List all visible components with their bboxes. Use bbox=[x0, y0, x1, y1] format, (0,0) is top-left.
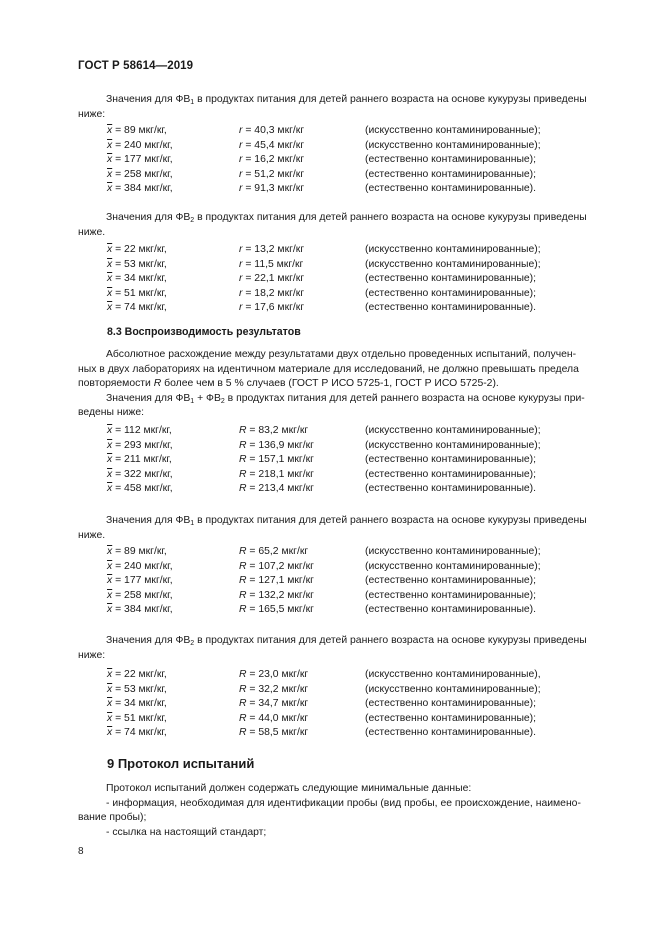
mean-value: $\overline{x} = 74$ мкг/кг, bbox=[107, 302, 167, 313]
text-fragment: в продуктах питания для детей раннего возраста на основе кукурузы приведены bbox=[194, 515, 587, 526]
limit-value: R = 132,2 мкг/кг bbox=[239, 589, 314, 601]
contamination-note: (естественно контаминированные). bbox=[365, 302, 537, 313]
mean-value: $\overline{x} = 384$ мкг/кг, bbox=[107, 604, 173, 615]
subscript: 1 bbox=[190, 520, 195, 527]
paragraph-line: ниже. bbox=[78, 226, 106, 238]
limit-value: R = 213,4 мкг/кг bbox=[239, 483, 314, 494]
limit-value: R = 83,2 мкг/кг bbox=[239, 425, 309, 436]
text-fragment: в продуктах питания для детей раннего возраста на основе кукурузы приведены bbox=[194, 212, 587, 223]
mean-value: $\overline{x} = 74$ мкг/кг, bbox=[107, 727, 167, 738]
paragraph-line: ведены ниже: bbox=[78, 407, 145, 419]
limit-value: r = 40,3 мкг/кг bbox=[239, 125, 305, 136]
symbol-R: R bbox=[153, 378, 162, 390]
mean-value: $\overline{x} = 89$ мкг/кг, bbox=[107, 125, 167, 136]
list-item: - ссылка на настоящий стандарт; bbox=[106, 826, 267, 838]
paragraph-fv2-reproducibility bbox=[78, 634, 616, 663]
limit-value: R = 136,9 мкг/кг bbox=[239, 439, 314, 451]
limit-value: R = 58,5 мкг/кг bbox=[239, 727, 309, 738]
paragraph-reproducibility bbox=[78, 348, 616, 421]
contamination-note: (естественно контаминированные); bbox=[365, 287, 537, 299]
text-fragment: Значения для ФВ bbox=[106, 392, 191, 404]
section-heading-8-3: 8.3 Воспроизводимость результатов bbox=[107, 326, 301, 338]
paragraph-line: вание пробы); bbox=[78, 812, 147, 824]
text-fragment: Значения для ФВ bbox=[106, 94, 191, 105]
paragraph-line bbox=[78, 514, 616, 529]
mean-value: $\overline{x} = 322$ мкг/кг, bbox=[107, 468, 173, 480]
contamination-note: (искусственно контаминированные); bbox=[365, 139, 541, 151]
mean-value: $\overline{x} = 89$ мкг/кг, bbox=[107, 546, 167, 557]
limit-value: r = 91,3 мкг/кг bbox=[239, 183, 305, 194]
paragraph-fv1-repeatability bbox=[78, 93, 616, 122]
paragraph-line bbox=[78, 93, 616, 108]
limit-value: r = 45,4 мкг/кг bbox=[239, 139, 305, 151]
contamination-note: (естественно контаминированные). bbox=[365, 727, 537, 738]
text-fragment: Значения для ФВ bbox=[106, 515, 191, 526]
paragraph-line bbox=[78, 377, 616, 392]
limit-value: R = 34,7 мкг/кг bbox=[239, 698, 309, 709]
section-heading-9: 9 Протокол испытаний bbox=[107, 756, 255, 771]
limit-value: R = 23,0 мкг/кг bbox=[239, 669, 309, 680]
text-fragment: + ФВ bbox=[194, 392, 221, 404]
limit-value: R = 157,1 мкг/кг bbox=[239, 454, 314, 465]
contamination-note: (естественно контаминированные); bbox=[365, 154, 537, 165]
contamination-note: (искусственно контаминированные); bbox=[365, 425, 541, 436]
mean-value: $\overline{x} = 240$ мкг/кг, bbox=[107, 560, 173, 572]
mean-value: $\overline{x} = 384$ мкг/кг, bbox=[107, 183, 173, 194]
contamination-note: (искусственно контаминированные); bbox=[365, 683, 541, 695]
text-fragment: Значения для ФВ bbox=[106, 635, 191, 646]
mean-value: $\overline{x} = 293$ мкг/кг, bbox=[107, 439, 173, 451]
paragraph-line bbox=[78, 392, 616, 407]
contamination-note: (искусственно контаминированные); bbox=[365, 125, 541, 136]
text-fragment: в продуктах питания для детей раннего возраста на основе кукурузы при- bbox=[224, 392, 585, 404]
contamination-note: (искусственно контаминированные); bbox=[365, 439, 541, 451]
mean-value: $\overline{x} = 34$ мкг/кг, bbox=[107, 698, 167, 709]
contamination-note: (естественно контаминированные); bbox=[365, 168, 537, 180]
paragraph-line: Протокол испытаний должен содержать следующие минимальные данные: bbox=[106, 783, 472, 794]
limit-value: R = 218,1 мкг/кг bbox=[239, 468, 314, 480]
paragraph-protocol bbox=[78, 782, 616, 840]
contamination-note: (естественно контаминированные); bbox=[365, 273, 537, 284]
subscript: 2 bbox=[190, 640, 195, 647]
mean-value: $\overline{x} = 22$ мкг/кг, bbox=[107, 244, 167, 255]
paragraph-line: ных в двух лабораториях на идентичном материале для исследований, не должно превышать предела bbox=[78, 363, 579, 375]
mean-value: $\overline{x} = 458$ мкг/кг, bbox=[107, 483, 173, 494]
contamination-note: (естественно контаминированные); bbox=[365, 454, 537, 465]
contamination-note: (естественно контаминированные). bbox=[365, 604, 537, 615]
text-fragment: в продуктах питания для детей раннего возраста на основе кукурузы приведены bbox=[194, 635, 587, 646]
limit-value: R = 127,1 мкг/кг bbox=[239, 575, 314, 586]
mean-value: $\overline{x} = 53$ мкг/кг, bbox=[107, 258, 167, 270]
contamination-note: (искусственно контаминированные); bbox=[365, 546, 541, 557]
mean-value: $\overline{x} = 211$ мкг/кг, bbox=[107, 454, 172, 465]
limit-value: r = 18,2 мкг/кг bbox=[239, 287, 305, 299]
paragraph-fv1-reproducibility bbox=[78, 514, 616, 543]
contamination-note: (искусственно контаминированные), bbox=[365, 669, 541, 680]
mean-value: $\overline{x} = 240$ мкг/кг, bbox=[107, 139, 173, 151]
subscript: 1 bbox=[190, 99, 195, 106]
mean-value: $\overline{x} = 22$ мкг/кг, bbox=[107, 669, 167, 680]
mean-value: $\overline{x} = 258$ мкг/кг, bbox=[107, 168, 173, 180]
paragraph-fv2-repeatability bbox=[78, 211, 616, 240]
mean-value: $\overline{x} = 51$ мкг/кг, bbox=[107, 712, 167, 724]
subscript: 2 bbox=[190, 217, 195, 224]
mean-value: $\overline{x} = 177$ мкг/кг, bbox=[107, 154, 173, 165]
text-fragment: повторяемости bbox=[78, 378, 154, 390]
contamination-note: (искусственно контаминированные); bbox=[365, 560, 541, 572]
paragraph-line bbox=[78, 211, 616, 226]
limit-value: r = 11,5 мкг/кг bbox=[239, 258, 304, 270]
limit-value: R = 65,2 мкг/кг bbox=[239, 546, 309, 557]
mean-value: $\overline{x} = 53$ мкг/кг, bbox=[107, 683, 167, 695]
limit-value: R = 32,2 мкг/кг bbox=[239, 683, 309, 695]
document-header: ГОСТ Р 58614—2019 bbox=[78, 60, 194, 72]
paragraph-line: ниже: bbox=[78, 649, 106, 661]
subscript: 2 bbox=[220, 397, 225, 405]
text-fragment: Значения для ФВ bbox=[106, 212, 191, 223]
mean-value: $\overline{x} = 51$ мкг/кг, bbox=[107, 287, 167, 299]
contamination-note: (естественно контаминированные); bbox=[365, 589, 537, 601]
limit-value: R = 165,5 мкг/кг bbox=[239, 604, 314, 615]
contamination-note: (естественно контаминированные); bbox=[365, 698, 537, 709]
paragraph-line: ниже: bbox=[78, 108, 106, 120]
limit-value: R = 44,0 мкг/кг bbox=[239, 712, 309, 724]
limit-value: r = 17,6 мкг/кг bbox=[239, 302, 305, 313]
contamination-note: (искусственно контаминированные); bbox=[365, 244, 541, 255]
mean-value: $\overline{x} = 112$ мкг/кг, bbox=[107, 425, 172, 436]
list-item: - информация, необходимая для идентификации пробы (вид пробы, ее происхождение, наимено- bbox=[106, 797, 581, 809]
limit-value: r = 16,2 мкг/кг bbox=[239, 154, 305, 165]
limit-value: r = 22,1 мкг/кг bbox=[239, 273, 305, 284]
text-fragment: в продуктах питания для детей раннего возраста на основе кукурузы приведены bbox=[194, 94, 587, 105]
limit-value: r = 13,2 мкг/кг bbox=[239, 244, 305, 255]
contamination-note: (естественно контаминированные). bbox=[365, 183, 537, 194]
subscript: 1 bbox=[190, 397, 195, 405]
contamination-note: (искусственно контаминированные); bbox=[365, 258, 541, 270]
contamination-note: (естественно контаминированные). bbox=[365, 483, 537, 494]
limit-value: r = 51,2 мкг/кг bbox=[239, 168, 305, 180]
mean-value: $\overline{x} = 177$ мкг/кг, bbox=[107, 575, 173, 586]
contamination-note: (естественно контаминированные); bbox=[365, 575, 537, 586]
text-fragment: более чем в 5 % случаев (ГОСТ Р ИСО 5725-1, ГОСТ Р ИСО 5725-2). bbox=[161, 378, 499, 390]
contamination-note: (естественно контаминированные); bbox=[365, 468, 537, 480]
paragraph-line: Абсолютное расхождение между результатами двух отдельно проведенных испытаний, получен- bbox=[106, 349, 577, 360]
page-number: 8 bbox=[78, 846, 84, 857]
paragraph-line: ниже. bbox=[78, 529, 106, 541]
limit-value: R = 107,2 мкг/кг bbox=[239, 560, 314, 572]
contamination-note: (естественно контаминированные); bbox=[365, 712, 537, 724]
mean-value: $\overline{x} = 258$ мкг/кг, bbox=[107, 589, 173, 601]
paragraph-line bbox=[78, 634, 616, 649]
mean-value: $\overline{x} = 34$ мкг/кг, bbox=[107, 273, 167, 284]
